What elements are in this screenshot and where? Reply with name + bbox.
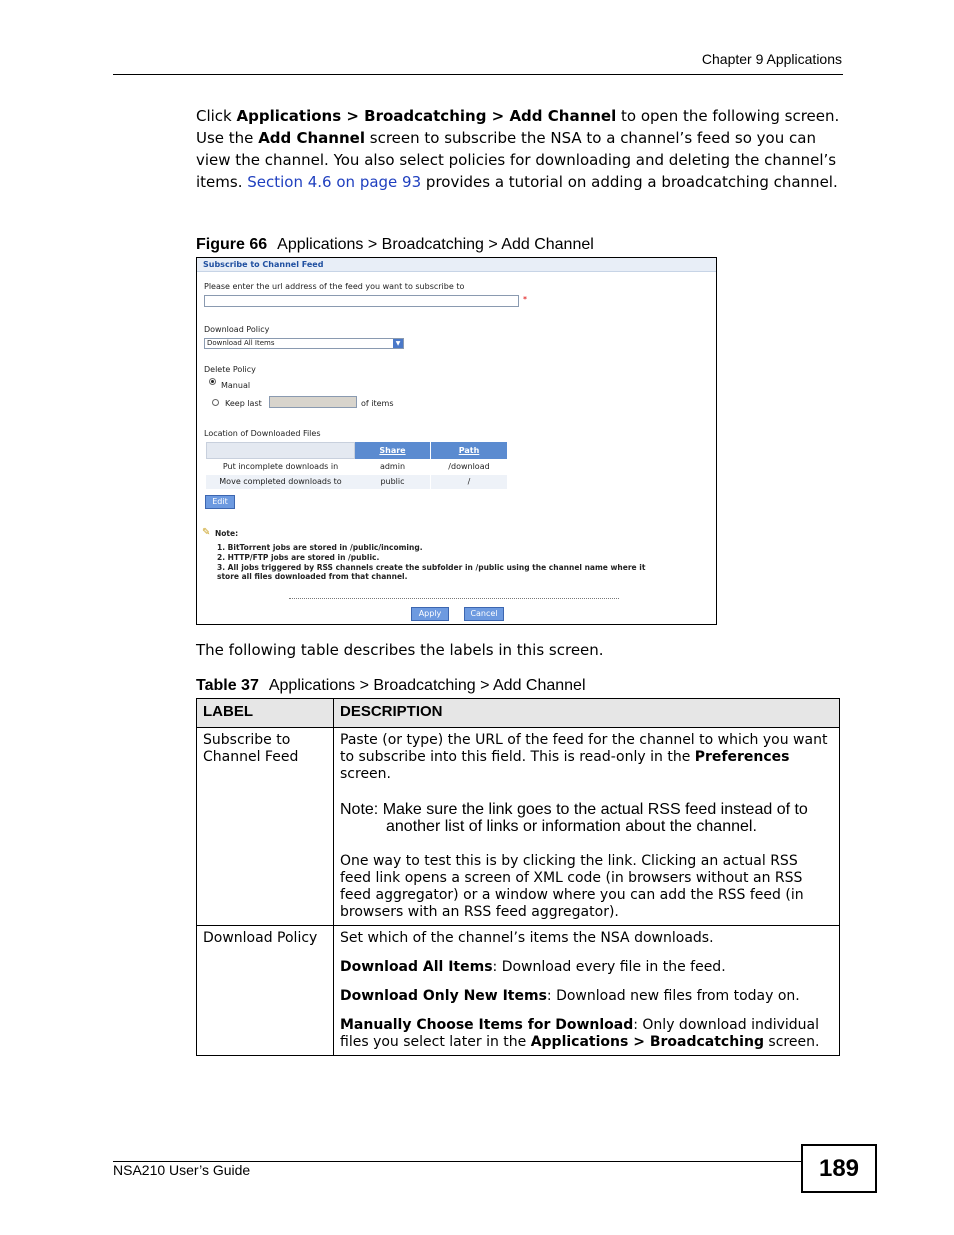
column-path[interactable]: Path xyxy=(431,442,507,459)
intro-paragraph xyxy=(196,105,841,193)
footer-guide: NSA210 User’s Guide xyxy=(113,1162,251,1178)
figure-title: Applications > Broadcatching > Add Channel xyxy=(277,236,594,253)
apply-button[interactable]: Apply xyxy=(411,607,449,621)
option-name: Download All Items xyxy=(340,959,493,975)
option-text: : Download every file in the feed. xyxy=(492,959,726,975)
required-mark: * xyxy=(523,295,527,304)
desc-para: Set which of the channel’s items the NSA downloads. xyxy=(340,930,714,946)
table-label: Table 37 xyxy=(196,677,259,694)
desc-option xyxy=(340,988,833,1005)
note-paragraph: Note: Make sure the link goes to the actual RSS feed instead of to another list of links or information about the channel. xyxy=(340,801,808,835)
intro-text-3: screen to subscribe the NSA to a channel’s feed so you can view the channel. You also select policies for downloading and deleting the channel’s items. xyxy=(196,129,837,191)
chevron-down-icon: ▼ xyxy=(393,339,403,348)
desc-option xyxy=(340,959,833,976)
description-table xyxy=(196,698,840,1056)
edit-button[interactable]: Edit xyxy=(205,495,235,509)
option-text: : Download new files from today on. xyxy=(546,988,800,1004)
cancel-button[interactable]: Cancel xyxy=(464,607,504,621)
divider xyxy=(289,598,619,599)
row-label-download-policy: Download Policy xyxy=(197,926,334,1056)
section-link[interactable]: Section 4.6 on page 93 xyxy=(247,173,422,191)
figure-caption xyxy=(196,236,594,254)
column-share[interactable]: Share xyxy=(355,442,430,459)
page-number: 189 xyxy=(801,1144,877,1193)
desc-text: Paste (or type) the URL of the feed for the channel to which you want to subscribe into this field. This is read-only in the xyxy=(340,732,828,765)
location-label: Location of Downloaded Files xyxy=(204,429,321,438)
note-icon: ✎ xyxy=(202,527,211,538)
option-name: Manually Choose Items for Download xyxy=(340,1017,634,1033)
row-desc-download-policy xyxy=(334,926,840,1056)
figure-label: Figure 66 xyxy=(196,236,268,253)
row-1-label: Put incomplete downloads in xyxy=(206,460,355,474)
row-2-share: public xyxy=(355,475,430,489)
of-items-label: of items xyxy=(361,399,394,408)
url-prompt: Please enter the url address of the feed you want to subscribe to xyxy=(204,282,465,291)
option-name: Download Only New Items xyxy=(340,988,547,1004)
radio-keep-last-label: Keep last xyxy=(225,399,262,408)
note-title: Note: xyxy=(215,529,239,538)
intro-text-4: provides a tutorial on adding a broadcatching channel. xyxy=(421,173,838,191)
note-line-4: store all files downloaded from that channel. xyxy=(217,572,408,581)
table-row xyxy=(197,728,840,926)
note-line-2: 2. HTTP/FTP jobs are stored in /public. xyxy=(217,553,380,562)
row-1-share: admin xyxy=(379,462,406,471)
table-header-row xyxy=(197,699,840,728)
download-policy-value: Download All Items xyxy=(207,339,275,347)
download-policy-label: Download Policy xyxy=(204,325,270,334)
desc-option xyxy=(340,1017,833,1051)
radio-keep-last[interactable] xyxy=(212,399,219,406)
row-label-subscribe: Subscribe to Channel Feed xyxy=(197,728,334,926)
radio-manual[interactable] xyxy=(209,378,216,385)
table-row xyxy=(197,926,840,1056)
intro-bold-1: Applications > Broadcatching > Add Channel xyxy=(236,107,617,125)
header-description: DESCRIPTION xyxy=(334,699,840,728)
delete-policy-label: Delete Policy xyxy=(204,365,256,374)
option-text: screen. xyxy=(763,1034,820,1050)
radio-manual-label: Manual xyxy=(221,381,251,390)
row-1-path: /download xyxy=(448,462,490,471)
row-desc-subscribe xyxy=(334,728,840,926)
download-policy-select[interactable] xyxy=(204,338,404,349)
table-title: Applications > Broadcatching > Add Channel xyxy=(268,677,586,694)
desc-bold: Preferences xyxy=(694,749,790,765)
option-bold: Applications > Broadcatching xyxy=(530,1034,764,1050)
header-rule xyxy=(113,74,843,75)
row-2-path: / xyxy=(431,475,507,489)
table-header-blank xyxy=(206,442,355,459)
table-caption xyxy=(196,677,586,695)
note-line-3: 3. All jobs triggered by RSS channels create the subfolder in /public using the channel name where it xyxy=(217,563,646,572)
desc-para: One way to test this is by clicking the link. Clicking an actual RSS feed link opens a screen of XML code (in browsers without an RSS feed aggregator) or a window where you can add the RSS feed (in browsers with an RSS feed aggregator). xyxy=(340,853,804,920)
subscribe-section-title: Subscribe to Channel Feed xyxy=(197,258,716,272)
row-2-label: Move completed downloads to xyxy=(206,475,355,489)
intro-text-1: Click xyxy=(196,107,237,125)
note-line-1: 1. BitTorrent jobs are stored in /public/incoming. xyxy=(217,543,423,552)
intro-bold-2: Add Channel xyxy=(258,129,365,147)
header-label: LABEL xyxy=(197,699,334,728)
intro-text-2: to open the following screen. Use the xyxy=(196,107,840,147)
desc-para xyxy=(340,732,833,783)
keep-last-input[interactable] xyxy=(269,396,357,408)
desc-text: screen. xyxy=(340,766,391,782)
feed-url-input[interactable] xyxy=(204,295,519,307)
running-header: Chapter 9 Applications xyxy=(701,51,842,67)
option-text: : Only download individual files you select later in the xyxy=(340,1017,820,1050)
lead-text: The following table describes the labels in this screen. xyxy=(196,641,604,659)
add-channel-screenshot xyxy=(196,257,717,625)
